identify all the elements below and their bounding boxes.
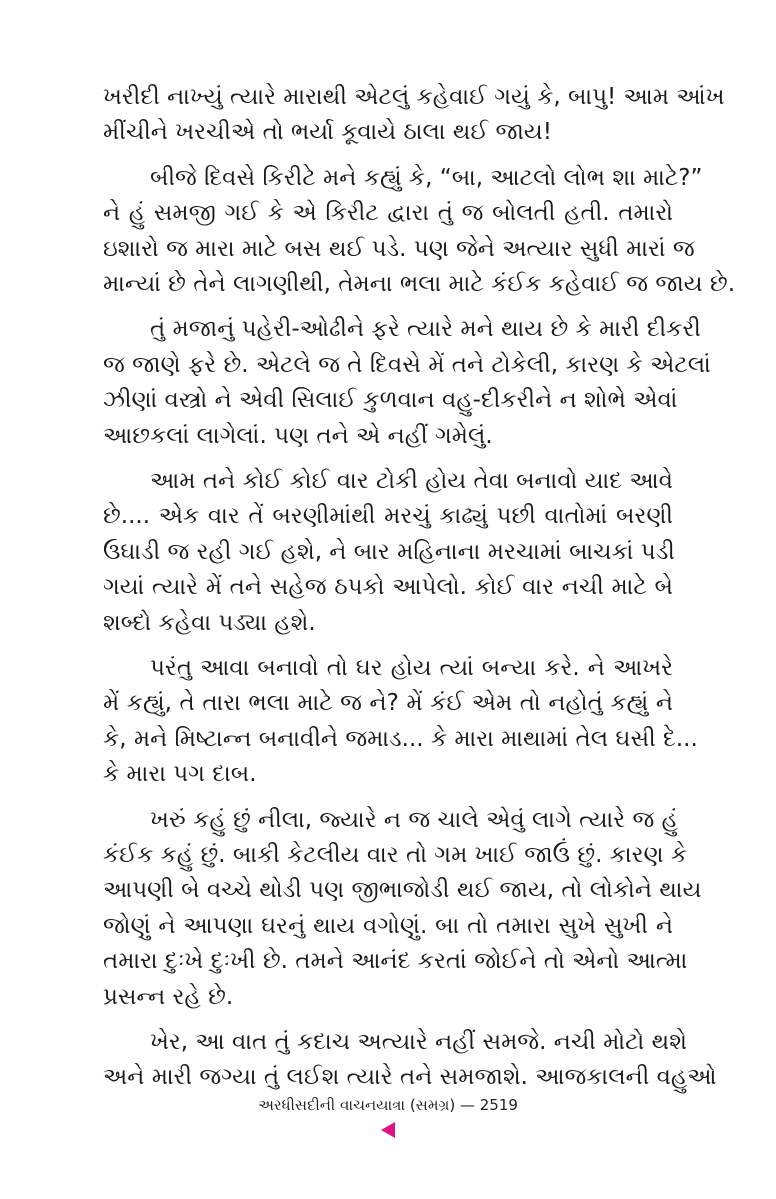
text-line: તું મજાનું પહેરી-ઓઢીને ફરે ત્યારે મને થાય છે કે મારી દીકરી [150,316,701,342]
text-line: છે.... એક વાર તેં બરણીમાંથી મરચું કાઢ્યું પછી વાતોમાં બરણી [103,503,673,529]
text-line: ખરીદી નાખ્યું ત્યારે મારાથી એટલું કહેવાઈ ગયું કે, બાપુ! આમ આંખ [103,84,725,110]
text-line: ગયાં ત્યારે મેં તને સહેજ ઠપકો આપેલો. કોઈ વાર નચી માટે બે [103,574,673,600]
text-line: શબ્દો કહેવા પડ્યા હશે. [103,610,316,636]
text-line: કે, મને મિષ્ટાન્ન બનાવીને જમાડ... કે મારા માથામાં તેલ ઘસી દે... [103,726,698,752]
text-line: તમારા દુઃખે દુઃખી છે. તમને આનંદ કરતાં જોઈને તો એનો આત્મા [103,948,688,974]
text-line: માન્યાં છે તેને લાગણીથી, તેમના ભલા માટે કંઈક કહેવાઈ જ જાય છે. [103,271,736,297]
text-line: મેં કહ્યું, તે તારા ભલા માટે જ ને? મેં કંઈ એમ તો નહોતું કહ્યું ને [103,690,673,716]
text-line: કે મારા પગ દાબ. [103,761,257,787]
text-line: પ્રસન્ન રહે છે. [103,984,234,1010]
text-line: આછકલાં લાગેલાં. પણ તને એ નહીં ગમેલું. [103,423,493,449]
text-line: જ જાણે ફરે છે. એટલે જ તે દિવસે મેં તને ટોકેલી, કારણ કે એટલાં [103,352,711,378]
text-line: મીંચીને ખરચીએ તો ભર્યા કૂવાયે ઠાલા થઈ જાય! [103,119,552,145]
text-line: ને હું સમજી ગઈ કે એ કિરીટ દ્વારા તું જ બોલતી હતી. તમારો [103,200,673,226]
text-line: આપણી બે વચ્ચે થોડી પણ જીભાજોડી થઈ જાય, તો લોકોને થાય [103,877,702,903]
text-line: જોણું ને આપણા ઘરનું થાય વગોણું. બા તો તમારા સુખે સુખી ને [103,913,673,939]
text-line: કંઈક કહું છું. બાકી કેટલીય વાર તો ગમ ખાઈ જાઉં છું. કારણ કે [103,842,688,868]
text-line: ખેર, આ વાત તું કદાચ અત્યારે નહીં સમજે. નચી મોટો થશે [150,1029,687,1055]
text-line: ઉઘાડી જ રહી ગઈ હશે, ને બાર મહિનાના મરચામાં બાચકાં પડી [103,539,675,565]
text-line: ખરું કહું છું નીલા, જ્યારે ન જ ચાલે એવું લાગે ત્યારે જ હું [150,807,678,833]
text-line: બીજે દિવસે કિરીટે મને કહ્યું કે, “બા, આટલો લોભ શા માટે?” [150,165,703,191]
page-footer: અરધીસદીની વાચનયાત્રા (સમગ્ર) — 2519 [258,1096,518,1114]
text-line: પરંતુ આવા બનાવો તો ઘર હોય ત્યાં બન્યા કરે. ને આખરે [150,655,673,681]
text-line: અને મારી જગ્યા તું લઈશ ત્યારે તને સમજાશે. આજકાલની વહુઓ [103,1064,717,1090]
text-line: ઝીણાં વસ્ત્રો ને એવી સિલાઈ કુળવાન વહુ-દીકરીને ન શોભે એવાં [103,387,678,413]
text-line: ઇશારો જ મારા માટે બસ થઈ પડે. પણ જેને અત્યાર સુધી મારાં જ [103,236,695,262]
previous-page-arrow-icon[interactable] [381,1122,395,1138]
text-line: આમ તને કોઈ કોઈ વાર ટોકી હોય તેવા બનાવો યાદ આવે [150,468,673,494]
